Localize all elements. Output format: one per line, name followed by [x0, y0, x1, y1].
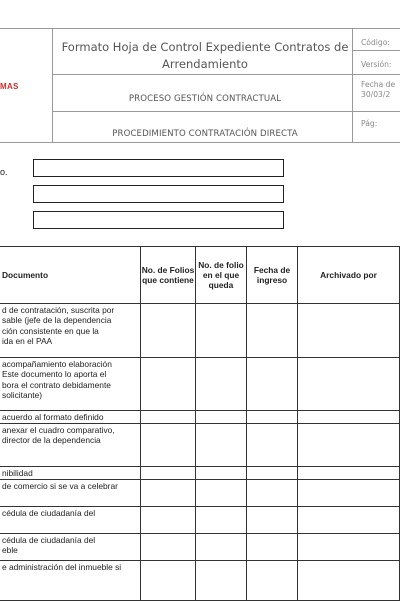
folio-queda-cell[interactable] — [196, 358, 247, 411]
folios-cell[interactable] — [141, 480, 196, 507]
fecha-cell[interactable] — [247, 411, 298, 424]
header-fecha-ingreso: Fecha de ingreso — [247, 247, 298, 304]
fecha-cell[interactable] — [247, 480, 298, 507]
control-table — [0, 246, 400, 601]
input-field-3[interactable] — [33, 211, 284, 229]
table-row — [0, 480, 400, 507]
table-row — [0, 507, 400, 534]
row-description: acompañamiento elaboración Este documento lo aporta el bora el contrato debidamente solicitante) — [0, 358, 141, 411]
row-description: acuerdo al formato definido — [0, 411, 141, 424]
table-row — [0, 534, 400, 561]
row-description: anexar el cuadro comparativo, director de la dependencia — [0, 424, 141, 467]
field-label: o. — [0, 167, 8, 177]
table-row — [0, 424, 400, 467]
process-name: PROCESO GESTIÓN CONTRACTUAL — [128, 94, 282, 104]
folios-cell[interactable] — [141, 507, 196, 534]
header-documento: Documento — [0, 247, 141, 304]
table-row — [0, 304, 400, 358]
header-folios: No. de Folios que contiene — [141, 247, 196, 304]
input-field-2[interactable] — [33, 185, 284, 203]
row-description: cédula de ciudadanía del — [0, 507, 141, 534]
date-label: Fecha de — [361, 80, 396, 89]
folio-queda-cell[interactable] — [196, 304, 247, 358]
archivado-cell[interactable] — [298, 424, 400, 467]
fecha-cell[interactable] — [247, 507, 298, 534]
folios-cell[interactable] — [141, 411, 196, 424]
archivado-cell[interactable] — [298, 507, 400, 534]
archivado-cell[interactable] — [298, 358, 400, 411]
fecha-cell[interactable] — [247, 304, 298, 358]
archivado-cell[interactable] — [298, 304, 400, 358]
code-label: Código: — [361, 38, 390, 47]
folio-queda-cell[interactable] — [196, 561, 247, 601]
folios-cell[interactable] — [141, 467, 196, 480]
page-label: Pág: — [361, 119, 378, 128]
input-field-1[interactable] — [33, 159, 284, 177]
folio-queda-cell[interactable] — [196, 534, 247, 561]
fecha-cell[interactable] — [247, 358, 298, 411]
folio-queda-cell[interactable] — [196, 480, 247, 507]
header-folio-queda: No. de folio en el que queda — [196, 247, 247, 304]
folios-cell[interactable] — [141, 304, 196, 358]
fecha-cell[interactable] — [247, 424, 298, 467]
header-archivado-por: Archivado por — [298, 247, 400, 304]
folio-queda-cell[interactable] — [196, 411, 247, 424]
folios-cell[interactable] — [141, 534, 196, 561]
archivado-cell[interactable] — [298, 411, 400, 424]
row-description: d de contratación, suscrita por sable (jefe de la dependencia ción consistente en que la ida en el PAA — [0, 304, 141, 358]
folio-queda-cell[interactable] — [196, 467, 247, 480]
procedure-name: PROCEDIMIENTO CONTRATACIÓN DIRECTA — [112, 129, 298, 139]
folio-queda-cell[interactable] — [196, 424, 247, 467]
fecha-cell[interactable] — [247, 467, 298, 480]
archivado-cell[interactable] — [298, 534, 400, 561]
folios-cell[interactable] — [141, 358, 196, 411]
archivado-cell[interactable] — [298, 561, 400, 601]
archivado-cell[interactable] — [298, 480, 400, 507]
document-header — [0, 0, 400, 143]
row-description: e administración del inmueble si — [0, 561, 141, 601]
folios-cell[interactable] — [141, 424, 196, 467]
row-description: de comercio si se va a celebrar — [0, 480, 141, 507]
fecha-cell[interactable] — [247, 561, 298, 601]
folio-queda-cell[interactable] — [196, 507, 247, 534]
folios-cell[interactable] — [141, 561, 196, 601]
table-row — [0, 358, 400, 411]
logo-fragment: MAS — [0, 82, 19, 91]
row-description: nibilidad — [0, 467, 141, 480]
fecha-cell[interactable] — [247, 534, 298, 561]
document-title: Formato Hoja de Control Expediente Contratos de Arrendamiento — [61, 40, 349, 71]
table-header-row — [0, 247, 400, 304]
row-description: cédula de ciudadanía del eble — [0, 534, 141, 561]
date-value: 30/03/2 — [361, 90, 391, 99]
version-label: Versión: — [361, 60, 392, 69]
archivado-cell[interactable] — [298, 467, 400, 480]
table-row — [0, 467, 400, 480]
table-row — [0, 411, 400, 424]
table-row — [0, 561, 400, 601]
